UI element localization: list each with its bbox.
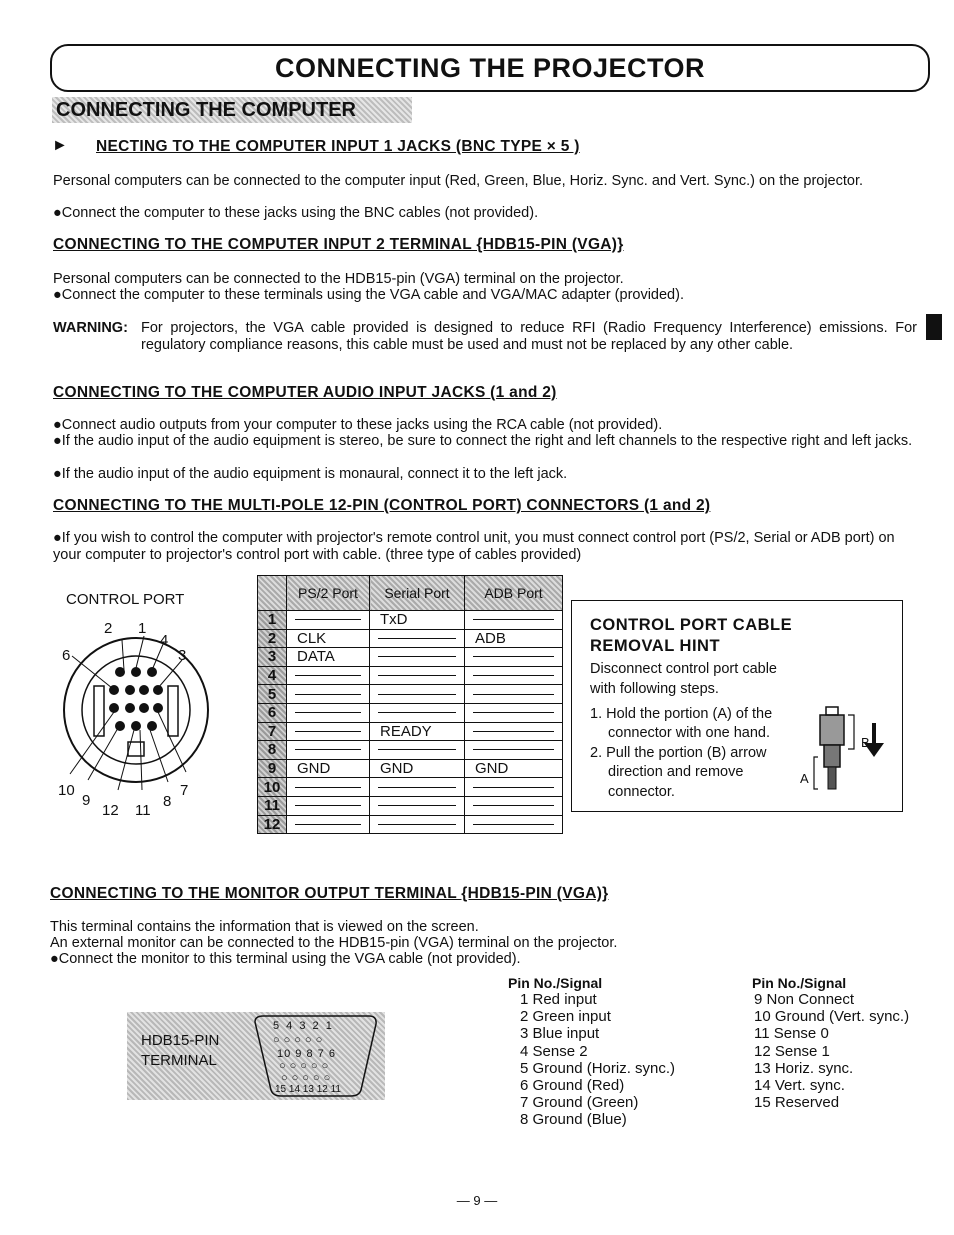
pin-label-9: 9 bbox=[82, 792, 91, 809]
pin-label-3: 3 bbox=[178, 647, 187, 664]
empty-dash bbox=[473, 731, 554, 732]
empty-dash bbox=[473, 805, 554, 806]
arrow-icon: ► bbox=[52, 137, 68, 154]
pin-signal-item: 9 Non Connect bbox=[754, 991, 855, 1008]
empty-dash bbox=[473, 656, 554, 657]
page-number: — 9 — bbox=[456, 1193, 498, 1208]
table-row bbox=[258, 778, 563, 797]
table-cell-adb bbox=[465, 703, 563, 722]
table-row bbox=[258, 759, 563, 778]
hint-label-b: B bbox=[861, 735, 870, 750]
empty-dash bbox=[378, 712, 456, 713]
hint-step1-1: 1. Hold the portion (A) of the bbox=[590, 706, 773, 722]
pin-label-7: 7 bbox=[180, 782, 189, 799]
pin-signal-item: 15 Reserved bbox=[754, 1094, 840, 1112]
table-header-adb: ADB Port bbox=[465, 576, 563, 611]
hdb15-top-pins: 5 4 3 2 1 bbox=[273, 1020, 334, 1032]
table-cell-pin: 4 bbox=[258, 666, 287, 685]
table-cell-adb bbox=[465, 666, 563, 685]
hint-title-2: REMOVAL HINT bbox=[590, 637, 721, 655]
heading-input2: CONNECTING TO THE COMPUTER INPUT 2 TERMINAL {HDB15-PIN (VGA)} bbox=[53, 236, 624, 253]
pin-signal-item: 10 Ground (Vert. sync.) bbox=[754, 1008, 910, 1026]
table-cell-serial: READY bbox=[370, 722, 465, 741]
table-cell-adb bbox=[465, 722, 563, 741]
table-cell-serial bbox=[370, 815, 465, 834]
table-cell-adb bbox=[465, 685, 563, 704]
empty-dash bbox=[378, 787, 456, 788]
bullet-control: ●If you wish to control the computer with projector's remote control unit, you must connect control port (PS/2, Serial or ADB port) on your computer to projector's control port with cable. (three type of cables provided) bbox=[53, 530, 895, 563]
table-cell-serial: GND bbox=[370, 759, 465, 778]
table-cell-ps2 bbox=[287, 796, 370, 815]
para-input2: Personal computers can be connected to the HDB15-pin (VGA) terminal on the projector. bbox=[53, 271, 624, 287]
pin-signal-item: 13 Horiz. sync. bbox=[754, 1059, 854, 1077]
table-cell-adb: ADB bbox=[465, 629, 563, 648]
table-cell-adb bbox=[465, 741, 563, 760]
table-cell-serial: TxD bbox=[370, 611, 465, 630]
heading-control: CONNECTING TO THE MULTI-POLE 12-PIN (CONTROL PORT) CONNECTORS (1 and 2) bbox=[53, 497, 711, 514]
pin-label-8: 8 bbox=[163, 793, 172, 810]
pin-signal-header-right: Pin No./Signal bbox=[752, 975, 847, 991]
pin-signal-item: 3 Blue input bbox=[520, 1025, 600, 1043]
pin-signal-item: 11 Sense 0 bbox=[754, 1025, 829, 1043]
page-title: CONNECTING THE PROJECTOR bbox=[274, 53, 706, 83]
table-cell-pin: 2 bbox=[258, 629, 287, 648]
table-cell-pin: 7 bbox=[258, 722, 287, 741]
hint-step2-2: direction and remove bbox=[608, 764, 744, 780]
pin-label-1: 1 bbox=[138, 620, 147, 637]
page-title-box bbox=[50, 44, 930, 92]
bullet-input1: ●Connect the computer to these jacks using the BNC cables (not provided). bbox=[53, 205, 539, 221]
table-cell-pin: 9 bbox=[258, 759, 287, 778]
table-cell-ps2 bbox=[287, 703, 370, 722]
table-cell-adb bbox=[465, 796, 563, 815]
empty-dash bbox=[378, 824, 456, 825]
table-cell-serial bbox=[370, 703, 465, 722]
table-cell-ps2 bbox=[287, 685, 370, 704]
table-row bbox=[258, 666, 563, 685]
connector-removal-icon bbox=[812, 705, 892, 805]
table-cell-ps2: GND bbox=[287, 759, 370, 778]
warning-label: WARNING: bbox=[53, 320, 128, 336]
hint-label-a: A bbox=[800, 771, 809, 786]
empty-dash bbox=[295, 694, 361, 695]
pin-signal-list-left bbox=[520, 991, 675, 1129]
empty-dash bbox=[473, 749, 554, 750]
table-cell-ps2 bbox=[287, 778, 370, 797]
control-port-table bbox=[257, 575, 563, 834]
control-port-label: CONTROL PORT bbox=[66, 591, 185, 608]
table-cell-ps2 bbox=[287, 722, 370, 741]
para-input1: Personal computers can be connected to the computer input (Red, Green, Blue, Horiz. Sync. and Vert. Sync.) on the projector. bbox=[53, 173, 864, 189]
table-cell-adb bbox=[465, 611, 563, 630]
hdb15-mid-pins: 10 9 8 7 6 bbox=[277, 1048, 336, 1060]
hint-step2-3: connector. bbox=[608, 784, 675, 800]
table-cell-ps2 bbox=[287, 741, 370, 760]
empty-dash bbox=[295, 824, 361, 825]
table-cell-adb: GND bbox=[465, 759, 563, 778]
hdb15-label-2: TERMINAL bbox=[141, 1052, 217, 1069]
pin-signal-item: 12 Sense 1 bbox=[754, 1042, 830, 1060]
connector-key-right bbox=[168, 686, 178, 736]
empty-dash bbox=[473, 675, 554, 676]
connector-outer-ring bbox=[64, 638, 208, 782]
hdb15-bot-dots: ○○○○○ bbox=[281, 1072, 335, 1084]
empty-dash bbox=[378, 694, 456, 695]
pin-signal-list-right bbox=[754, 991, 909, 1111]
table-cell-adb bbox=[465, 815, 563, 834]
table-cell-serial bbox=[370, 796, 465, 815]
hint-step1-2: connector with one hand. bbox=[608, 725, 771, 741]
empty-dash bbox=[295, 805, 361, 806]
table-cell-ps2 bbox=[287, 611, 370, 630]
hdb15-label-1: HDB15-PIN bbox=[141, 1032, 220, 1049]
empty-dash bbox=[295, 749, 361, 750]
hdb15-top-dots: ○○○○○ bbox=[273, 1034, 327, 1046]
empty-dash bbox=[473, 824, 554, 825]
table-cell-adb bbox=[465, 648, 563, 667]
empty-dash bbox=[473, 787, 554, 788]
removal-hint-box bbox=[571, 600, 903, 812]
table-row bbox=[258, 648, 563, 667]
edge-tab bbox=[926, 314, 942, 340]
table-cell-pin: 11 bbox=[258, 796, 287, 815]
table-row bbox=[258, 796, 563, 815]
table-cell-ps2: CLK bbox=[287, 629, 370, 648]
empty-dash bbox=[378, 805, 456, 806]
table-cell-pin: 10 bbox=[258, 778, 287, 797]
warning-text: For projectors, the VGA cable provided is designed to reduce RFI (Radio Frequency Interference) emissions. For regulatory compliance reasons, this cable must be used and must not be replaced by any other cable. bbox=[141, 320, 917, 353]
pin-signal-item: 1 Red input bbox=[520, 991, 597, 1008]
table-cell-pin: 8 bbox=[258, 741, 287, 760]
table-cell-ps2: DATA bbox=[287, 648, 370, 667]
empty-dash bbox=[473, 694, 554, 695]
table-header-row bbox=[258, 576, 563, 611]
section-banner: CONNECTING THE COMPUTER bbox=[52, 97, 412, 123]
monitor-line-3: ●Connect the monitor to this terminal using the VGA cable (not provided). bbox=[50, 951, 521, 967]
bullet-input2: ●Connect the computer to these terminals using the VGA cable and VGA/MAC adapter (provided). bbox=[53, 287, 684, 303]
hint-step2-1: 2. Pull the portion (B) arrow bbox=[590, 745, 767, 761]
pin-label-6: 6 bbox=[62, 647, 71, 664]
table-row bbox=[258, 815, 563, 834]
table-header-ps2: PS/2 Port bbox=[287, 576, 370, 611]
pin-signal-item: 4 Sense 2 bbox=[520, 1042, 588, 1060]
table-cell-serial bbox=[370, 741, 465, 760]
empty-dash bbox=[295, 712, 361, 713]
hdb15-bot-pins: 15 14 13 12 11 bbox=[275, 1084, 341, 1095]
table-cell-ps2 bbox=[287, 666, 370, 685]
pin-signal-item: 14 Vert. sync. bbox=[754, 1077, 845, 1095]
empty-dash bbox=[378, 656, 456, 657]
table-header-serial: Serial Port bbox=[370, 576, 465, 611]
table-cell-serial bbox=[370, 629, 465, 648]
bullet-audio-3: ●If the audio input of the audio equipment is monaural, connect it to the left jack. bbox=[53, 466, 568, 482]
empty-dash bbox=[378, 749, 456, 750]
table-row bbox=[258, 611, 563, 630]
hdb15-terminal-diagram bbox=[127, 1012, 385, 1100]
table-cell-ps2 bbox=[287, 815, 370, 834]
pin-label-11: 11 bbox=[135, 802, 151, 819]
empty-dash bbox=[295, 675, 361, 676]
table-row bbox=[258, 722, 563, 741]
hint-intro-2: with following steps. bbox=[590, 681, 719, 697]
pin-label-10: 10 bbox=[58, 782, 75, 799]
pin-label-4: 4 bbox=[160, 632, 169, 649]
table-row bbox=[258, 703, 563, 722]
table-body bbox=[258, 611, 563, 834]
bullet-audio-2: ●If the audio input of the audio equipment is stereo, be sure to connect the right and left channels to the respective right and left jacks. bbox=[53, 433, 913, 449]
hint-title-1: CONTROL PORT CABLE bbox=[590, 616, 793, 634]
heading-audio: CONNECTING TO THE COMPUTER AUDIO INPUT JACKS (1 and 2) bbox=[53, 384, 557, 401]
hint-intro-1: Disconnect control port cable bbox=[590, 661, 777, 677]
table-cell-pin: 1 bbox=[258, 611, 287, 630]
empty-dash bbox=[295, 619, 361, 620]
pin-signal-item: 5 Ground (Horiz. sync.) bbox=[520, 1059, 676, 1077]
pin-signal-item: 8 Ground (Blue) bbox=[520, 1111, 627, 1129]
table-cell-pin: 3 bbox=[258, 648, 287, 667]
empty-dash bbox=[473, 619, 554, 620]
table-cell-pin: 5 bbox=[258, 685, 287, 704]
table-row bbox=[258, 741, 563, 760]
table-cell-serial bbox=[370, 666, 465, 685]
table-row bbox=[258, 629, 563, 648]
table-row bbox=[258, 685, 563, 704]
empty-dash bbox=[378, 638, 456, 639]
table-header-pin bbox=[258, 576, 287, 611]
table-cell-serial bbox=[370, 778, 465, 797]
bullet-audio-1: ●Connect audio outputs from your computer to these jacks using the RCA cable (not provided). bbox=[53, 417, 663, 433]
table-cell-pin: 6 bbox=[258, 703, 287, 722]
table-cell-serial bbox=[370, 685, 465, 704]
pin-signal-item: 2 Green input bbox=[520, 1008, 611, 1026]
pin-signal-item: 6 Ground (Red) bbox=[520, 1077, 625, 1095]
pin-signal-header-left: Pin No./Signal bbox=[508, 975, 603, 991]
table-cell-serial bbox=[370, 648, 465, 667]
pin-label-12: 12 bbox=[102, 802, 119, 819]
hdb15-mid-dots: ○○○○○ bbox=[279, 1060, 333, 1072]
table-cell-pin: 12 bbox=[258, 815, 287, 834]
empty-dash bbox=[295, 731, 361, 732]
pin-label-2: 2 bbox=[104, 620, 113, 637]
connector-pins bbox=[109, 667, 163, 731]
empty-dash bbox=[295, 787, 361, 788]
table-cell-adb bbox=[465, 778, 563, 797]
heading-input1: NECTING TO THE COMPUTER INPUT 1 JACKS (BNC TYPE × 5 ) bbox=[96, 138, 580, 155]
heading-monitor: CONNECTING TO THE MONITOR OUTPUT TERMINAL {HDB15-PIN (VGA)} bbox=[50, 885, 609, 902]
empty-dash bbox=[378, 675, 456, 676]
empty-dash bbox=[473, 712, 554, 713]
pin-signal-item: 7 Ground (Green) bbox=[520, 1094, 639, 1112]
monitor-line-1: This terminal contains the information that is viewed on the screen. bbox=[50, 919, 479, 935]
monitor-line-2: An external monitor can be connected to the HDB15-pin (VGA) terminal on the projector. bbox=[50, 935, 618, 951]
